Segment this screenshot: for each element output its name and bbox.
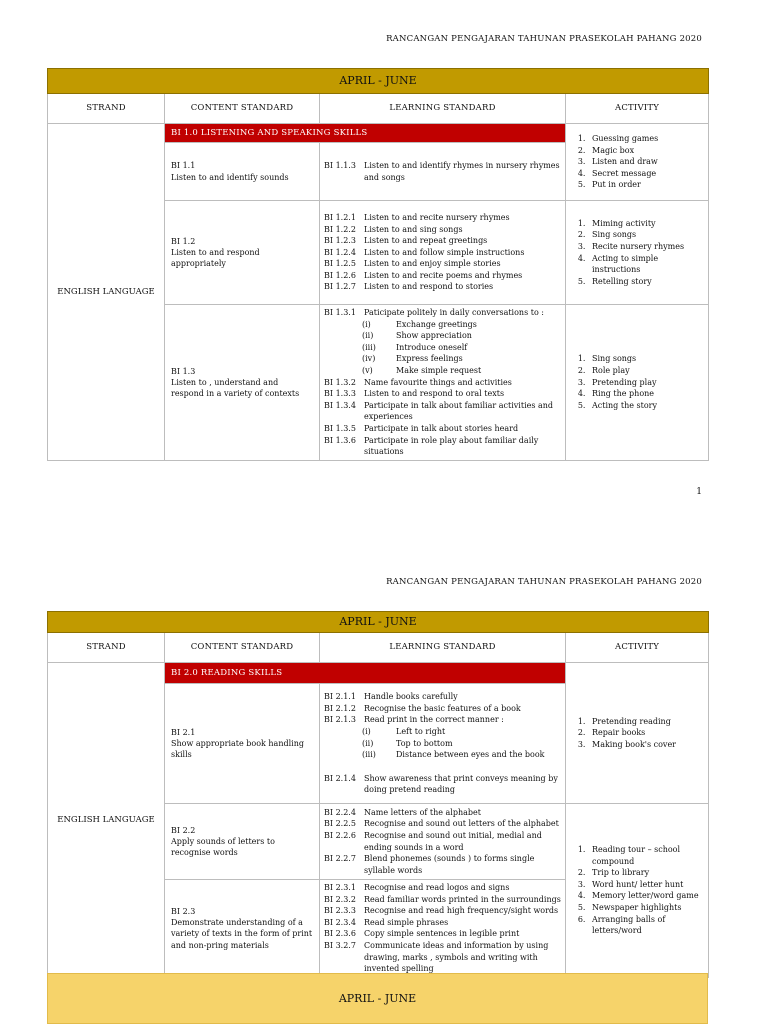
ls-subitem: (i) Exchange greetings	[362, 319, 477, 329]
activity-item: 5. Acting the story	[588, 400, 702, 412]
col-learning-standard: LEARNING STANDARD	[320, 633, 566, 663]
activity-item: 5. Put in order	[588, 179, 702, 191]
ls-item: BI 1.3.5 Participate in talk about stories heard	[324, 423, 519, 433]
activity-cell	[566, 201, 709, 305]
activity-item: 4. Acting to simple instructions	[588, 253, 702, 276]
col-learning-standard: LEARNING STANDARD	[320, 94, 566, 124]
period-band: APRIL - JUNE	[48, 612, 709, 633]
next-period-band: APRIL - JUNE	[47, 973, 708, 1024]
ls-item: BI 1.3.6 Participate in role play about familiar daily situations	[324, 435, 539, 457]
ls-item: BI 2.2.7 Blend phonemes (sounds ) to forms single syllable words	[324, 854, 535, 875]
spacer	[324, 761, 561, 773]
activity-item: 2. Magic box	[588, 145, 702, 157]
cs-code: BI 2.1	[171, 727, 196, 737]
cs-text: Listen to and respond appropriately	[171, 247, 260, 269]
ls-item: BI 1.2.4 Listen to and follow simple instructions	[324, 247, 525, 257]
learning-standard-cell	[320, 880, 566, 978]
activity-item: 4. Secret message	[588, 168, 702, 180]
activity-list	[572, 218, 702, 288]
period-band: APRIL - JUNE	[48, 69, 709, 94]
cs-text: Apply sounds of letters to recognise words	[171, 836, 275, 858]
skill-heading: BI 1.0 LISTENING AND SPEAKING SKILLS	[165, 124, 566, 143]
activity-list	[572, 353, 702, 411]
content-standard-cell	[165, 684, 320, 804]
content-standard-cell	[165, 880, 320, 978]
activity-item: 1. Miming activity	[588, 218, 702, 230]
ls-item: BI 1.2.2 Listen to and sing songs	[324, 224, 463, 234]
col-content-standard: CONTENT STANDARD	[165, 633, 320, 663]
activity-cell	[566, 305, 709, 461]
activity-item: 4. Ring the phone	[588, 388, 702, 400]
learning-standard-cell	[320, 804, 566, 880]
activity-item: 6. Arranging balls of letters/word	[588, 914, 702, 937]
ls-item: BI 1.2.6 Listen to and recite poems and rhymes	[324, 270, 523, 280]
ls-item: BI 2.2.5 Recognise and sound out letters of the alphabet	[324, 819, 559, 829]
activity-cell	[566, 124, 709, 201]
ls-item: BI 1.2.5 Listen to and enjoy simple stories	[324, 259, 501, 269]
cs-code: BI 1.2	[171, 236, 196, 246]
col-activity: ACTIVITY	[566, 633, 709, 663]
ls-item: BI 1.3.1 Paticipate politely in daily conversations to :	[324, 308, 544, 317]
lesson-plan-table-1	[47, 68, 709, 461]
activity-item: 4. Memory letter/word game	[588, 890, 702, 902]
ls-item: BI 3.2.7 Communicate ideas and information by using drawing, marks , symbols and writing with invented spelling	[324, 940, 549, 974]
activity-item: 3. Word hunt/ letter hunt	[588, 879, 702, 891]
ls-subitem: (ii) Show appreciation	[362, 331, 472, 341]
activity-item: 1. Guessing games	[588, 133, 702, 145]
learning-standard-cell	[320, 143, 566, 201]
page-number: 1	[696, 487, 702, 497]
activity-item: 1. Sing songs	[588, 353, 702, 365]
ls-subitem: (ii) Top to bottom	[362, 738, 453, 748]
ls-item: BI 1.3.3 Listen to and respond to oral texts	[324, 389, 505, 399]
ls-item: BI 2.2.6 Recognise and sound out initial, medial and ending sounds in a word	[324, 830, 542, 852]
activity-item: 3. Making book's cover	[588, 739, 702, 751]
ls-item: BI 2.1.1 Handle books carefully	[324, 692, 458, 702]
cs-text: Show appropriate book handling skills	[171, 738, 304, 760]
cs-code: BI 2.3	[171, 907, 196, 916]
ls-item: BI 2.1.2 Recognise the basic features of a book	[324, 703, 521, 713]
col-strand: STRAND	[48, 633, 165, 663]
skill-heading: BI 2.0 READING SKILLS	[165, 663, 566, 684]
activity-item: 3. Listen and draw	[588, 156, 702, 168]
activity-item: 5. Newspaper highlights	[588, 902, 702, 914]
activity-item: 2. Trip to library	[588, 867, 702, 879]
strand-cell: ENGLISH LANGUAGE	[48, 124, 165, 461]
activity-list	[572, 844, 702, 937]
ls-item: BI 2.3.4 Read simple phrases	[324, 917, 449, 927]
activity-item: 2. Repair books	[588, 727, 702, 739]
ls-subitem: (iii) Introduce oneself	[362, 342, 468, 352]
page-header: RANCANGAN PENGAJARAN TAHUNAN PRASEKOLAH PAHANG 2020	[386, 577, 702, 587]
page-header: RANCANGAN PENGAJARAN TAHUNAN PRASEKOLAH PAHANG 2020	[386, 34, 702, 44]
activity-item: 2. Role play	[588, 365, 702, 377]
col-activity: ACTIVITY	[566, 94, 709, 124]
content-standard-cell	[165, 143, 320, 201]
activity-list	[572, 133, 702, 191]
activity-item: 2. Sing songs	[588, 229, 702, 241]
ls-item: BI 2.2.4 Name letters of the alphabet	[324, 807, 481, 817]
ls-item: BI 2.1.4 Show awareness that print conveys meaning by doing pretend reading	[324, 773, 558, 795]
content-standard-cell	[165, 305, 320, 461]
ls-subitem: (i) Left to right	[362, 726, 446, 736]
ls-item: BI 1.2.1 Listen to and recite nursery rhymes	[324, 212, 510, 222]
activity-cell	[566, 663, 709, 804]
ls-item: BI 1.2.3 Listen to and repeat greetings	[324, 236, 488, 246]
cs-text: Listen to and identify sounds	[171, 172, 289, 182]
ls-item: BI 1.3.4 Participate in talk about familiar activities and experiences	[324, 400, 554, 422]
ls-subitem: (iii) Distance between eyes and the book	[362, 750, 545, 760]
activity-item: 3. Recite nursery rhymes	[588, 241, 702, 253]
ls-item: BI 1.3.2 Name favourite things and activities	[324, 377, 512, 387]
activity-cell	[566, 804, 709, 978]
lesson-plan-table-2	[47, 611, 709, 978]
ls-subitem: (v) Make simple request	[362, 365, 482, 375]
activity-item: 5. Retelling story	[588, 276, 702, 288]
cs-text: Listen to , understand and respond in a variety of contexts	[171, 377, 300, 398]
ls-subitem: (iv) Express feelings	[362, 354, 463, 364]
cs-text: Demonstrate understanding of a variety of texts in the form of print and non-pring materials	[171, 918, 313, 950]
ls-item: BI 2.1.3 Read print in the correct manner :	[324, 715, 504, 725]
activity-item: 3. Pretending play	[588, 377, 702, 389]
ls-item: BI 1.1.3 Listen to and identify rhymes in nursery rhymes and songs	[324, 160, 560, 182]
cs-code: BI 1.1	[171, 161, 196, 171]
ls-item: BI 2.3.6 Copy simple sentences in legible print	[324, 929, 520, 939]
ls-item: BI 2.3.2 Read familiar words printed in the surroundings	[324, 894, 561, 904]
learning-standard-cell	[320, 684, 566, 804]
content-standard-cell	[165, 201, 320, 305]
col-content-standard: CONTENT STANDARD	[165, 94, 320, 124]
col-strand: STRAND	[48, 94, 165, 124]
learning-standard-cell	[320, 201, 566, 305]
cs-code: BI 2.2	[171, 825, 196, 835]
ls-item: BI 2.3.1 Recognise and read logos and signs	[324, 883, 510, 892]
strand-cell: ENGLISH LANGUAGE	[48, 663, 165, 978]
ls-item: BI 2.3.3 Recognise and read high frequency/sight words	[324, 906, 559, 916]
activity-item: 1. Pretending reading	[588, 716, 702, 728]
learning-standard-cell	[320, 305, 566, 461]
activity-item: 1. Reading tour – school compound	[588, 844, 702, 867]
cs-code: BI 1.3	[171, 366, 196, 376]
content-standard-cell	[165, 804, 320, 880]
activity-list	[572, 716, 702, 751]
ls-item: BI 1.2.7 Listen to and respond to stories	[324, 282, 494, 292]
